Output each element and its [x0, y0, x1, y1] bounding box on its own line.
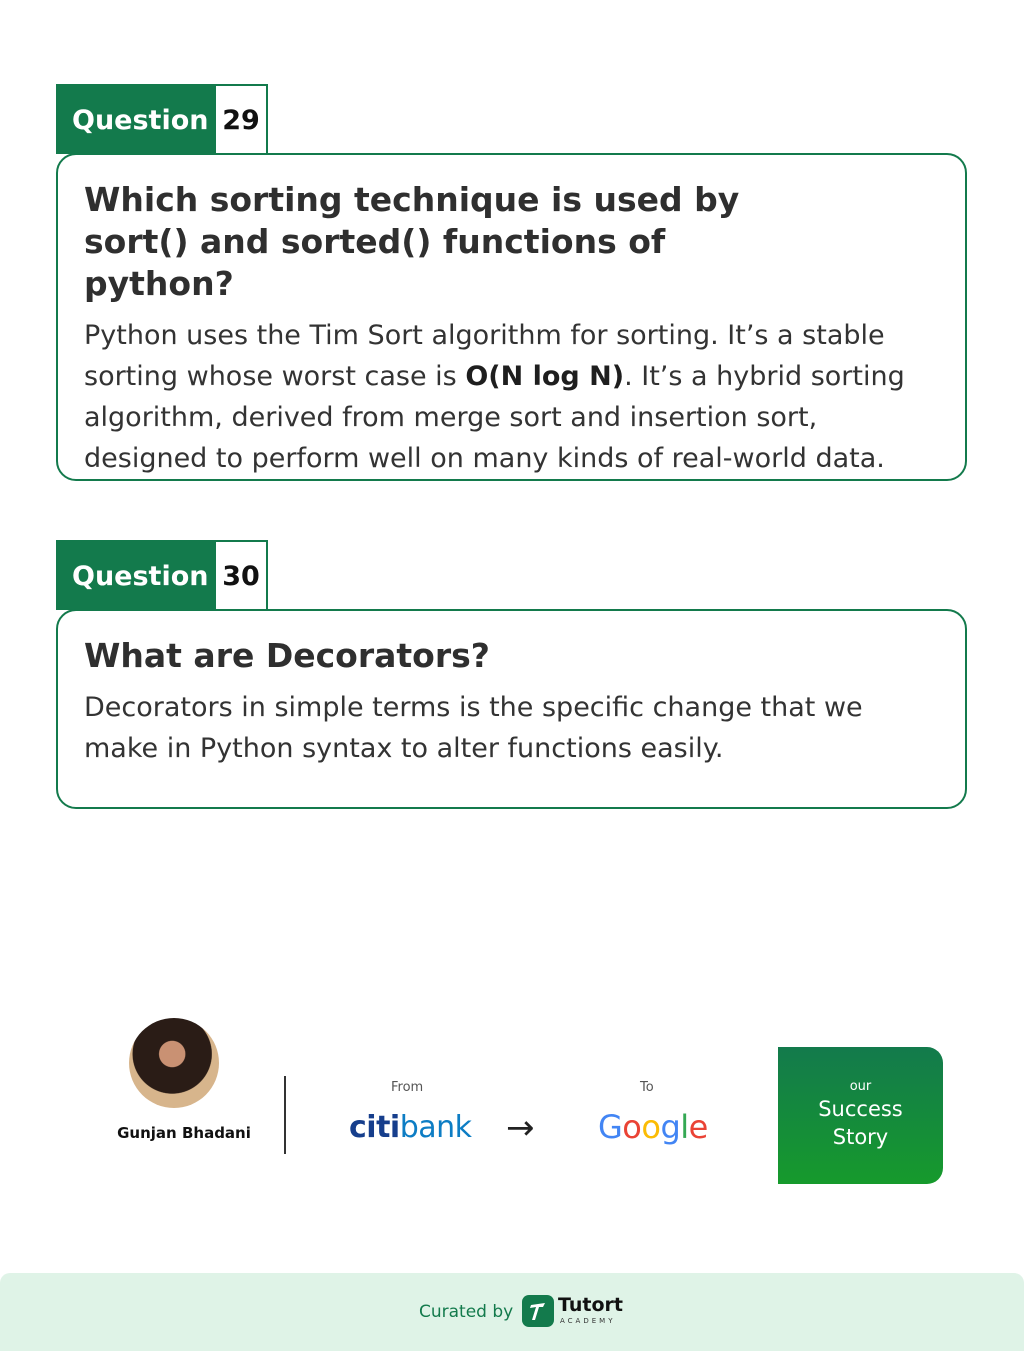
question-30-tag — [56, 540, 268, 610]
arrow-right-icon: → — [506, 1108, 535, 1148]
question-answer: Python uses the Tim Sort algorithm for sorting. It’s a stable sorting whose worst case is O(N log N). It’s a hybrid sorting algorithm, derived from merge sort and insertion sort, designed to perform well on many kinds of real-world data. — [84, 320, 905, 474]
button-line2: Story — [832, 1125, 889, 1149]
question-29-tag — [56, 84, 268, 154]
success-story-strip — [84, 1016, 944, 1184]
question-number: 29 — [216, 86, 266, 154]
to-label: To — [640, 1080, 654, 1095]
question-title: What are Decorators? — [84, 636, 490, 675]
complexity-text: O(N log N) — [465, 361, 625, 392]
success-story-button[interactable] — [778, 1047, 943, 1184]
from-label: From — [391, 1080, 424, 1095]
question-30-card — [56, 609, 967, 809]
footer — [0, 1273, 1024, 1351]
google-logo: Google — [598, 1108, 708, 1146]
divider — [284, 1076, 286, 1154]
question-label: Question — [58, 86, 216, 154]
citibank-logo: citibank — [349, 1110, 472, 1145]
avatar — [129, 1018, 219, 1108]
curated-by-text: Curated by — [419, 1302, 514, 1322]
question-number: 30 — [216, 542, 266, 610]
button-line1: Success — [818, 1097, 903, 1121]
tutort-logo-icon — [522, 1295, 554, 1327]
question-label: Question — [58, 542, 216, 610]
question-answer: Decorators in simple terms is the specific change that we make in Python syntax to alter functions easily. — [84, 692, 863, 764]
question-title: Which sorting technique is used by sort() and sorted() functions of python? — [84, 180, 740, 303]
brand-name: Tutort — [558, 1294, 623, 1316]
person-name: Gunjan Bhadani — [117, 1124, 251, 1142]
button-small-label: our — [849, 1079, 872, 1094]
brand-subtitle: ACADEMY — [560, 1317, 616, 1325]
question-29-card — [56, 153, 967, 481]
